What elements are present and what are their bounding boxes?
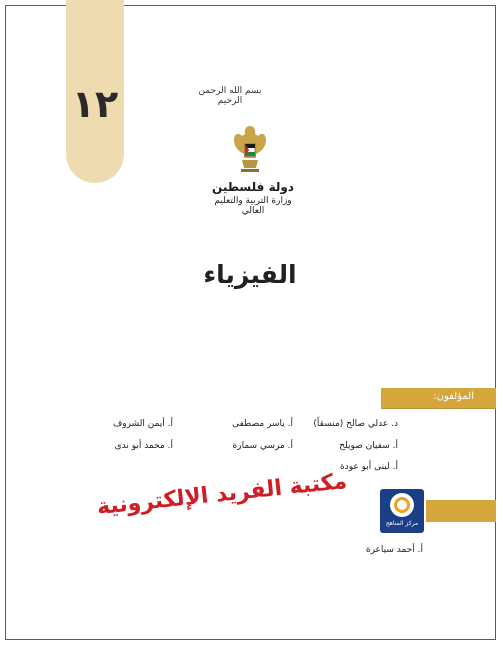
author-name: أ. سفيان صويلح bbox=[339, 441, 398, 451]
watermark-text: مكتبة الفريد الإلكترونية bbox=[95, 468, 349, 521]
country-name: دولة فلسطين bbox=[212, 180, 294, 194]
author-name: أ. أحمد سياعرة bbox=[365, 545, 423, 555]
author-name: أ. ياسر مصطفى bbox=[232, 419, 293, 429]
authors-heading: المؤلفون: bbox=[433, 391, 474, 402]
logo-text: مركز المناهج bbox=[385, 520, 419, 527]
author-name: أ. مرسي سمارة bbox=[232, 441, 293, 451]
author-name: أ. لبنى أبو عودة bbox=[339, 462, 398, 472]
ministry-name: وزارة التربية والتعليم العالي bbox=[214, 196, 292, 216]
author-name: د. عدلي صالح (منسقاً) bbox=[313, 419, 398, 429]
book-title: الفيزياء bbox=[203, 260, 297, 289]
divider bbox=[381, 408, 496, 409]
curriculum-center-logo bbox=[380, 489, 424, 533]
authors-heading-bar bbox=[381, 388, 496, 408]
logo-ring-icon bbox=[394, 497, 410, 513]
grade-number: ١٢ bbox=[71, 82, 119, 126]
author-name: أ. محمد أبو ندى bbox=[114, 441, 173, 451]
palestine-eagle-icon bbox=[232, 122, 268, 178]
basmala: بسم الله الرحمن الرحيم bbox=[198, 86, 262, 106]
author-name: أ. أيمن الشروف bbox=[112, 419, 173, 429]
accent-bar bbox=[426, 500, 496, 522]
